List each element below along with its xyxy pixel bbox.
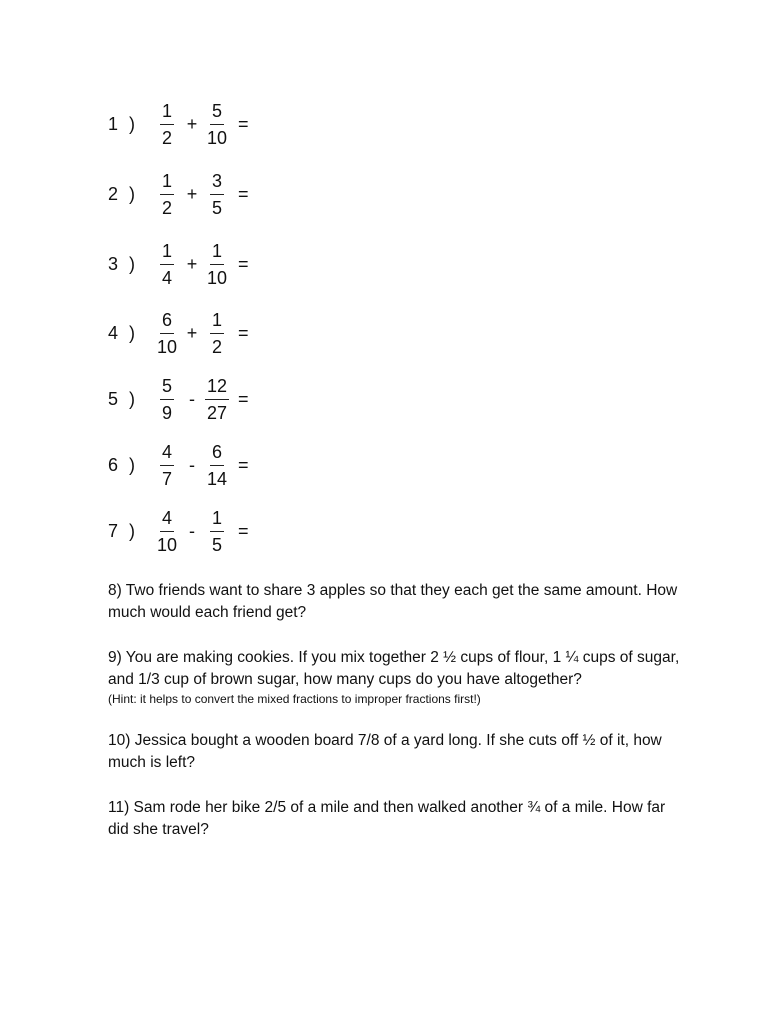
word-problem-text: 9) You are making cookies. If you mix together 2 ½ cups of flour, 1 ¼ cups of sugar, and 1/3 cup of brown sugar, how many cups do you have altogether? [108, 649, 680, 688]
fraction-b [204, 310, 230, 357]
equals-sign: = [238, 454, 249, 475]
problem-number: 2 ) [108, 183, 139, 204]
denominator: 2 [211, 336, 222, 357]
equals-sign: = [238, 183, 249, 204]
operator: + [186, 253, 198, 274]
word-problem-11 [108, 797, 688, 841]
denominator: 2 [161, 197, 172, 218]
problem-4 [108, 303, 249, 363]
fraction-a [154, 508, 180, 555]
problem-1 [108, 94, 249, 154]
equals-sign: = [238, 113, 249, 134]
problem-number: 7 ) [108, 520, 139, 541]
denominator: 10 [206, 127, 228, 148]
hint-text: (Hint: it helps to convert the mixed fractions to improper fractions first!) [108, 692, 481, 706]
equals-sign: = [238, 388, 249, 409]
fraction-b [204, 171, 230, 218]
equals-sign: = [238, 253, 249, 274]
fraction-a [154, 241, 180, 288]
operator: - [189, 388, 195, 409]
numerator: 6 [210, 442, 224, 466]
numerator: 4 [160, 442, 174, 466]
numerator: 3 [210, 171, 224, 195]
numerator: 1 [160, 241, 174, 265]
denominator: 27 [206, 402, 228, 423]
operator: + [186, 322, 198, 343]
word-problem-text: 11) Sam rode her bike 2/5 of a mile and then walked another ¾ of a mile. How far did she travel? [108, 799, 666, 838]
problem-3 [108, 234, 249, 294]
word-problem-10 [108, 730, 688, 774]
denominator: 10 [206, 267, 228, 288]
numerator: 12 [205, 376, 229, 400]
numerator: 1 [210, 508, 224, 532]
denominator: 10 [156, 336, 178, 357]
denominator: 7 [161, 468, 172, 489]
fraction-b [204, 442, 230, 489]
denominator: 9 [161, 402, 172, 423]
numerator: 4 [160, 508, 174, 532]
fraction-b [204, 241, 230, 288]
numerator: 6 [160, 310, 174, 334]
operator: - [189, 454, 195, 475]
equals-sign: = [238, 520, 249, 541]
numerator: 5 [210, 101, 224, 125]
problem-2 [108, 164, 249, 224]
numerator: 1 [210, 241, 224, 265]
fraction-a [154, 101, 180, 148]
fraction-a [154, 171, 180, 218]
equals-sign: = [238, 322, 249, 343]
problem-number: 5 ) [108, 388, 139, 409]
problem-6 [108, 435, 249, 495]
denominator: 10 [156, 534, 178, 555]
word-problem-text: 8) Two friends want to share 3 apples so that they each get the same amount. How much would each friend get? [108, 582, 678, 621]
operator: + [186, 113, 198, 134]
numerator: 1 [160, 101, 174, 125]
word-problem-9 [108, 647, 688, 707]
problem-number: 6 ) [108, 454, 139, 475]
problem-number: 4 ) [108, 322, 139, 343]
denominator: 5 [211, 534, 222, 555]
denominator: 5 [211, 197, 222, 218]
fraction-a [154, 376, 180, 423]
numerator: 1 [160, 171, 174, 195]
denominator: 2 [161, 127, 172, 148]
problem-number: 3 ) [108, 253, 139, 274]
numerator: 5 [160, 376, 174, 400]
fraction-a [154, 310, 180, 357]
operator: + [186, 183, 198, 204]
fraction-b [204, 376, 230, 423]
operator: - [189, 520, 195, 541]
numerator: 1 [210, 310, 224, 334]
denominator: 14 [206, 468, 228, 489]
word-problem-8 [108, 580, 688, 624]
denominator: 4 [161, 267, 172, 288]
word-problem-text: 10) Jessica bought a wooden board 7/8 of a yard long. If she cuts off ½ of it, how much is left? [108, 732, 662, 771]
problem-number: 1 ) [108, 113, 139, 134]
problem-5 [108, 369, 249, 429]
problem-7 [108, 501, 249, 561]
fraction-a [154, 442, 180, 489]
fraction-b [204, 101, 230, 148]
fraction-b [204, 508, 230, 555]
